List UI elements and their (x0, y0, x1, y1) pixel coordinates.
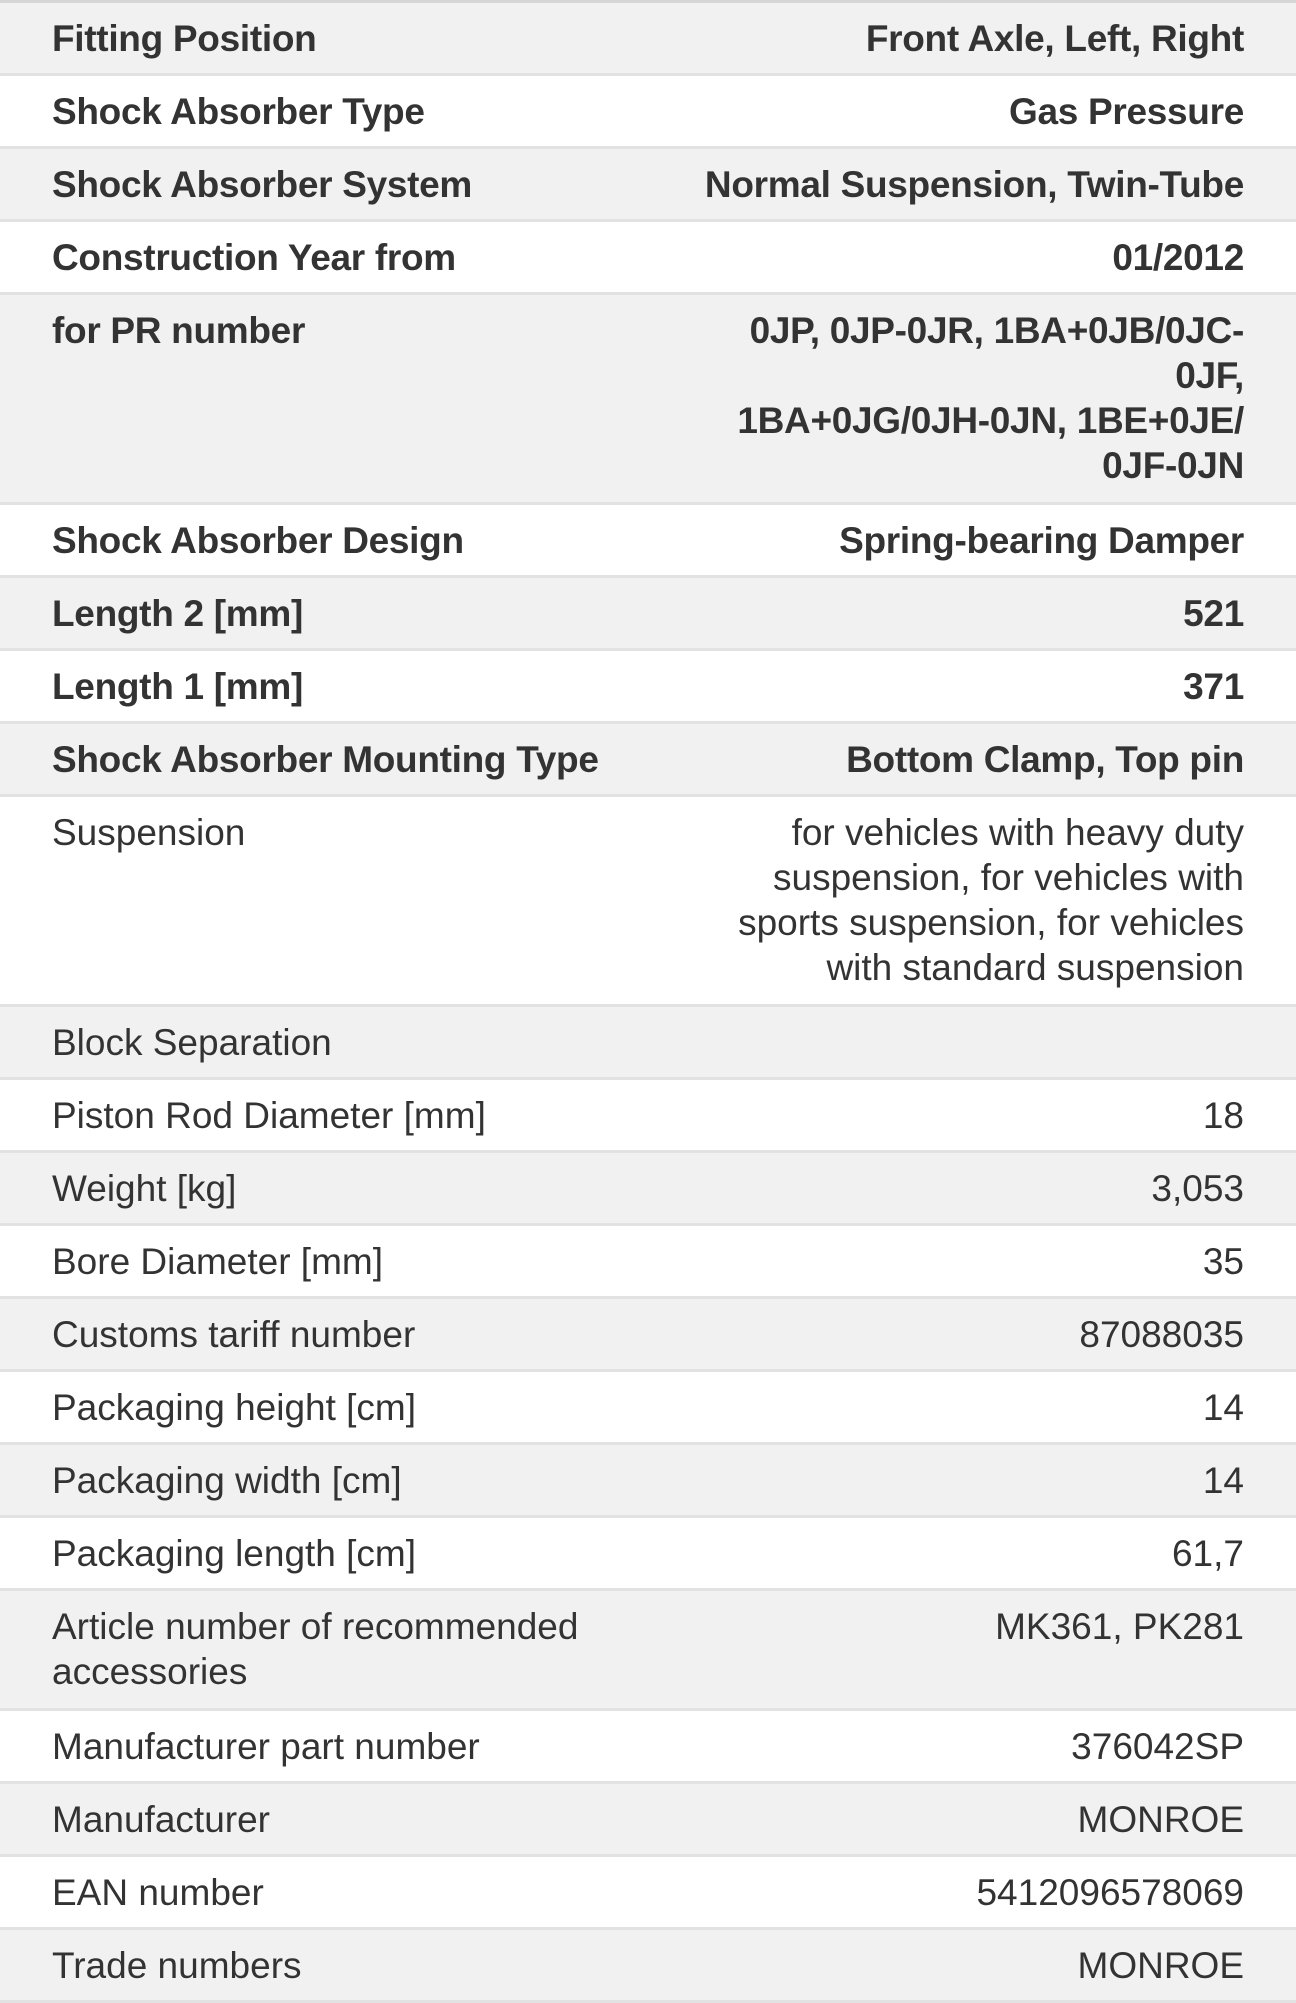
spec-value: 35 (1202, 1241, 1244, 1282)
spec-row-length-2 (0, 578, 1296, 651)
spec-label: Customs tariff number (52, 1314, 416, 1355)
spec-label-line: accessories (52, 1651, 248, 1692)
spec-row-shock-absorber-type (0, 76, 1296, 149)
spec-label: Manufacturer part number (52, 1726, 480, 1767)
spec-value: Normal Suspension, Twin-Tube (704, 164, 1244, 205)
spec-value-line: for vehicles with heavy duty (791, 812, 1244, 853)
spec-label: Manufacturer (52, 1799, 270, 1840)
spec-value: 14 (1202, 1387, 1244, 1428)
spec-row-shock-absorber-system (0, 149, 1296, 222)
spec-value-line: 0JF-0JN (1102, 445, 1244, 486)
spec-label: for PR number (52, 310, 306, 351)
spec-label: Suspension (52, 812, 246, 853)
spec-value-line: 1BA+0JG/0JH-0JN, 1BE+0JE/ (737, 400, 1244, 441)
spec-value (652, 810, 1244, 990)
spec-label-line: Article number of recommended (52, 1606, 579, 1647)
spec-label: Length 1 [mm] (52, 666, 303, 707)
spec-label: Shock Absorber Mounting Type (52, 739, 599, 780)
spec-value: Spring-bearing Damper (839, 520, 1244, 561)
spec-value: Front Axle, Left, Right (865, 18, 1244, 59)
spec-label: Packaging width [cm] (52, 1460, 402, 1501)
spec-label: EAN number (52, 1872, 264, 1913)
spec-value: MONROE (1077, 1799, 1244, 1840)
spec-row-block-separation (0, 1007, 1296, 1080)
spec-value: 61,7 (1171, 1533, 1244, 1574)
spec-row-mounting-type (0, 724, 1296, 797)
spec-label: Piston Rod Diameter [mm] (52, 1095, 486, 1136)
spec-value: 376042SP (1071, 1726, 1244, 1767)
spec-label: Fitting Position (52, 18, 317, 59)
spec-value: 87088035 (1079, 1314, 1244, 1355)
spec-value: MONROE (1077, 1945, 1244, 1986)
spec-value: Bottom Clamp, Top pin (846, 739, 1244, 780)
spec-value: Gas Pressure (1008, 91, 1244, 132)
spec-row-suspension (0, 797, 1296, 1007)
spec-value: 5412096578069 (976, 1872, 1244, 1913)
spec-row-customs-tariff-number (0, 1299, 1296, 1372)
spec-row-trade-numbers (0, 1930, 1296, 2003)
spec-value-line: sports suspension, for vehicles (738, 902, 1244, 943)
spec-row-bore-diameter (0, 1226, 1296, 1299)
spec-row-shock-absorber-design (0, 505, 1296, 578)
spec-row-pr-number (0, 295, 1296, 505)
spec-value-line: suspension, for vehicles with (773, 857, 1244, 898)
spec-value-line: 0JP, 0JP-0JR, 1BA+0JB/0JC-0JF, (749, 310, 1244, 396)
spec-row-packaging-width (0, 1445, 1296, 1518)
spec-label: Length 2 [mm] (52, 593, 303, 634)
spec-row-length-1 (0, 651, 1296, 724)
spec-label: Weight [kg] (52, 1168, 237, 1209)
spec-label: Shock Absorber System (52, 164, 473, 205)
spec-label: Shock Absorber Design (52, 520, 464, 561)
spec-row-packaging-height (0, 1372, 1296, 1445)
spec-value: 18 (1202, 1095, 1244, 1136)
spec-row-recommended-accessories (0, 1591, 1296, 1711)
spec-row-packaging-length (0, 1518, 1296, 1591)
spec-row-weight (0, 1153, 1296, 1226)
spec-value: 3,053 (1151, 1168, 1244, 1209)
spec-value-line: with standard suspension (826, 947, 1244, 988)
spec-value: 14 (1202, 1460, 1244, 1501)
spec-label: Trade numbers (52, 1945, 302, 1986)
spec-value: 371 (1183, 666, 1244, 707)
spec-row-ean-number (0, 1857, 1296, 1930)
spec-value: 521 (1183, 593, 1244, 634)
spec-label: Block Separation (52, 1022, 332, 1063)
spec-label: Packaging length [cm] (52, 1533, 417, 1574)
spec-value: MK361, PK281 (995, 1606, 1244, 1647)
spec-label: Shock Absorber Type (52, 91, 425, 132)
spec-row-manufacturer (0, 1784, 1296, 1857)
spec-label: Packaging height [cm] (52, 1387, 417, 1428)
spec-row-piston-rod-diameter (0, 1080, 1296, 1153)
spec-value (652, 308, 1244, 488)
spec-value: 01/2012 (1112, 237, 1244, 278)
spec-row-fitting-position (0, 3, 1296, 76)
spec-row-manufacturer-part-number (0, 1711, 1296, 1784)
spec-row-construction-year-from (0, 222, 1296, 295)
spec-label: Construction Year from (52, 237, 456, 278)
spec-label: Bore Diameter [mm] (52, 1241, 384, 1282)
spec-label (52, 1604, 652, 1694)
